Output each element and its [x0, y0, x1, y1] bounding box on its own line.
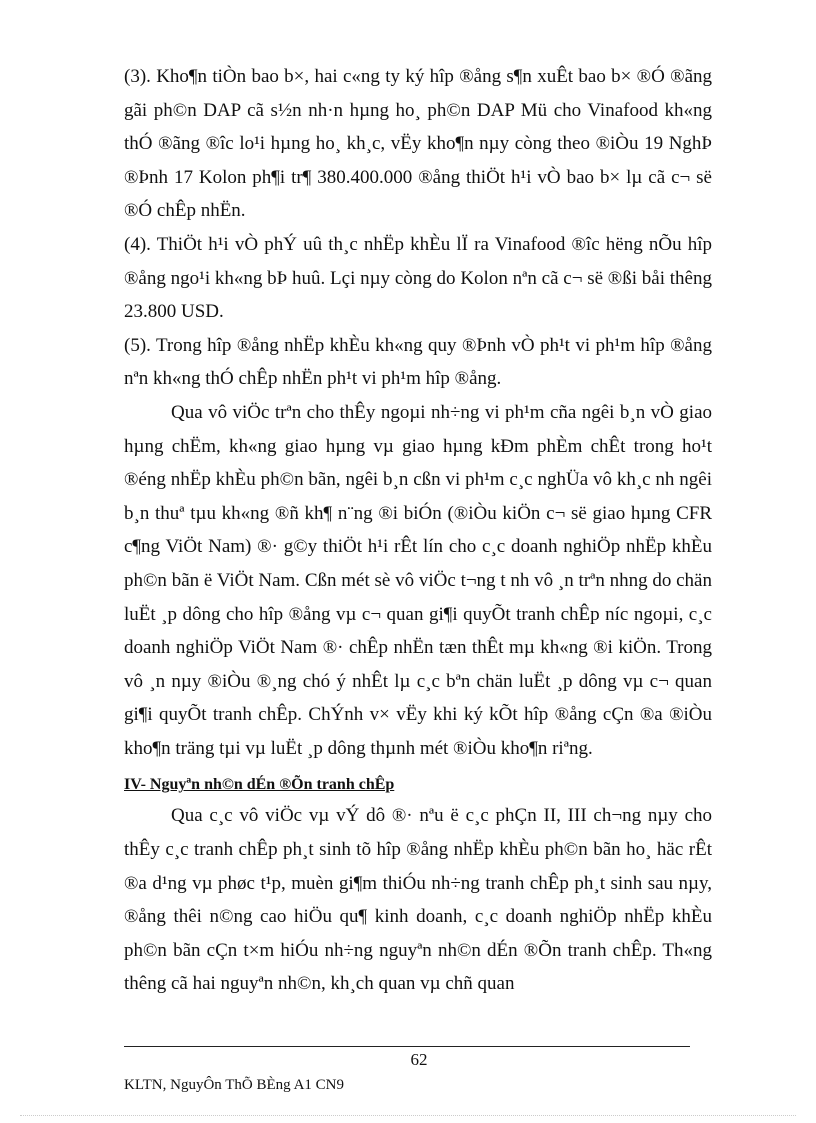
page-body: [124, 60, 712, 1001]
page-bottom-dotted-line: [20, 1115, 796, 1116]
page-number: 62: [410, 1050, 428, 1069]
paragraph-item-4: (4). ThiÖt h¹i vÒ phÝ uû th¸c nhËp khÈu lÏ ra Vinafood ®îc hëng nÕu hîp ®ång ngo¹i kh«ng bÞ huû. Lçi nµy còng do Kolon nªn cã c¬ së ®ßi båi thêng 23.800 USD.: [124, 233, 712, 323]
paragraph-item-5: (5). Trong hîp ®ång nhËp khÈu kh«ng quy ®Þnh vÒ ph¹t vi ph¹m hîp ®ång nªn kh«ng thÓ chÊp nhËn ph¹t vi ph¹m hîp ®ång.: [124, 334, 712, 390]
paragraph-item-3: (3). Kho¶n tiÒn bao b×, hai c«ng ty ký hîp ®ång s¶n xuÊt bao b× ®Ó ®ãng gãi ph©n DAP cã s½n nh·n hµng ho¸ ph©n DAP Mü cho Vinafood kh«ng thÓ ®ãng ®îc lo¹i hµng ho¸ kh¸c, vËy kho¶n nµy còng theo ®iÒu 19 NghÞ ®Þnh 17 Kolon ph¶i tr¶ 380.400.000 ®ång thiÖt h¹i vÒ bao b× lµ cã c¬ së ®Ó chÊp nhËn.: [124, 66, 712, 222]
paragraph-case-summary: Qua vô viÖc trªn cho thÊy ngoµi nh÷ng vi ph¹m cña ngêi b¸n vÒ giao hµng chËm, kh«ng giao hµng vµ giao hµng kÐm phÈm chÊt trong ho¹t ®éng nhËp khÈu ph©n bãn, ngêi b¸n cßn vi ph¹m c¸c nghÜa vô kh¸c nh ngêi b¸n thuª tµu kh«ng ®ñ kh¶ n¨ng ®i biÓn (®iÒu kiÖn c¬ së giao hµng CFR c¶ng ViÖt Nam) ®· g©y thiÖt h¹i rÊt lín cho c¸c doanh nghiÖp nhËp khÈu ph©n bãn ë ViÖt Nam. Cßn mét sè vô viÖc t¬ng t nh vô ¸n trªn nhng do chän luËt ¸p dông cho hîp ®ång vµ c¬ quan gi¶i quyÕt tranh chÊp níc ngoµi, c¸c doanh nghiÖp ViÖt Nam ®· chÊp nhËn tæn thÊt mµ kh«ng ®i kiÖn. Trong vô ¸n nµy ®iÒu ®¸ng chó ý nhÊt lµ c¸c bªn chän luËt ¸p dông vµ c¬ quan gi¶i quyÕt tranh chÊp. ChÝnh v× vËy khi ký kÕt hîp ®ång cÇn ®a ®iÒu kho¶n träng tµi vµ luËt ¸p dông thµnh mét ®iÒu kho¶n riªng.: [124, 401, 712, 759]
footer-author: KLTN, NguyÔn ThÕ BÈng A1 CN9: [124, 1077, 345, 1093]
footer-divider: [124, 1046, 690, 1047]
section-heading: IV- Nguyªn nh©n dÉn ®Õn tranh chÊp: [124, 776, 395, 794]
paragraph-causes-intro: Qua c¸c vô viÖc vµ vÝ dô ®· nªu ë c¸c phÇn II, III ch¬ng nµy cho thÊy c¸c tranh chÊp ph¸t sinh tõ hîp ®ång nhËp khÈu ph©n bãn ho¸ häc rÊt ®a d¹ng vµ phøc t¹p, muèn gi¶m thiÓu nh÷ng tranh chÊp ph¸t sinh sau nµy, ®ång thêi n©ng cao hiÖu qu¶ kinh doanh, c¸c doanh nghiÖp nhËp khÈu ph©n bãn cÇn t×m hiÓu nh÷ng nguyªn nh©n dÉn ®Õn tranh chÊp. Th«ng thêng cã hai nguyªn nh©n, kh¸ch quan vµ chñ quan: [124, 805, 712, 995]
